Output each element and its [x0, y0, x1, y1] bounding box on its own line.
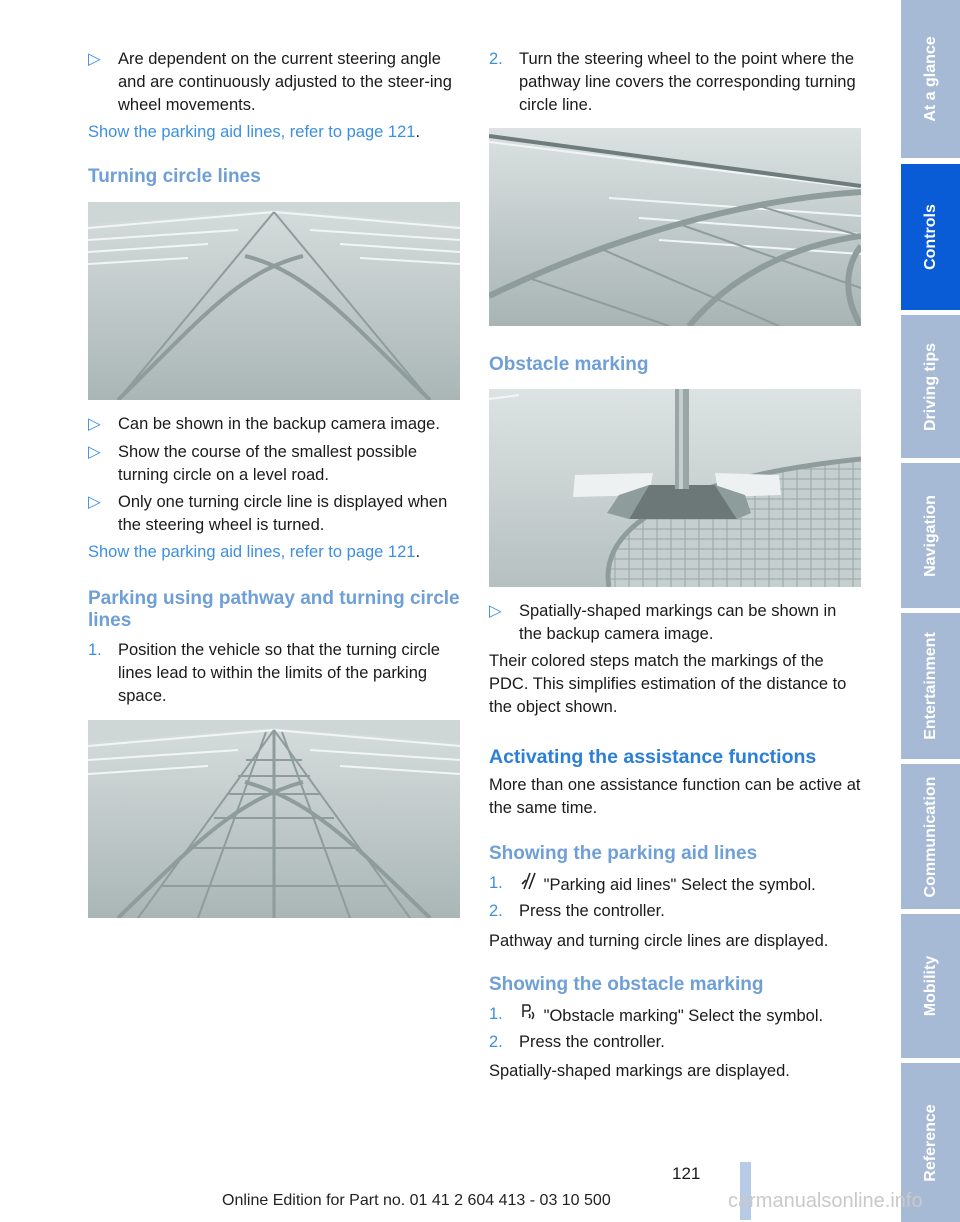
page-reference-link[interactable] [88, 121, 420, 144]
parking-lines-icon [519, 872, 539, 897]
bullet-marker: ▷ [88, 443, 101, 461]
step-text: Press the controller. [519, 1033, 665, 1051]
tab-label: At a glance [921, 36, 939, 122]
tab-communication[interactable] [901, 764, 960, 909]
tab-mobility[interactable] [901, 914, 960, 1058]
bullet-marker: ▷ [88, 493, 101, 511]
tab-entertainment[interactable] [901, 613, 960, 759]
tab-label: Driving tips [921, 342, 939, 431]
bullet-text: Only one turning circle line is displayed when the steering wheel is turned. [118, 493, 448, 534]
bullet-marker: ▷ [88, 50, 101, 68]
link-text[interactable]: Show the parking aid lines, refer to page 121 [88, 123, 416, 141]
step-text-wrap [519, 1003, 861, 1028]
tab-label: Entertainment [921, 632, 939, 740]
turning-circle-figure [88, 202, 460, 400]
step-text: Turn the steering wheel to the point where the pathway line covers the corresponding turning circle line. [519, 50, 856, 114]
bullet-marker: ▷ [88, 415, 101, 433]
link-period: . [415, 543, 421, 561]
step-number: 2. [489, 1033, 503, 1051]
obstacle-result: Spatially-shaped markings are displayed. [489, 1062, 790, 1080]
obstacle-marking-figure [489, 389, 861, 587]
heading-obstacle-marking: Obstacle marking [489, 354, 649, 375]
step-number: 1. [489, 874, 503, 892]
obstacle-paragraph: Their colored steps match the markings of the PDC. This simplifies estimation of the distance to the object shown. [489, 652, 847, 716]
tab-label: Controls [921, 204, 939, 270]
page-reference-link[interactable] [88, 541, 420, 564]
link-period: . [415, 123, 421, 141]
step-text: Position the vehicle so that the turning circle lines lead to within the limits of the parking space. [118, 641, 440, 705]
tab-driving-tips[interactable] [901, 315, 960, 458]
step-number: 1. [88, 641, 102, 659]
step-text: Press the controller. [519, 902, 665, 920]
step-number: 1. [489, 1005, 503, 1023]
lines-result: Pathway and turning circle lines are displayed. [489, 932, 829, 950]
heading-turning-circle: Turning circle lines [88, 166, 261, 187]
activating-paragraph: More than one assistance function can be active at the same time. [489, 776, 861, 817]
tab-at-a-glance[interactable] [901, 0, 960, 158]
heading-show-obstacle: Showing the obstacle marking [489, 974, 764, 995]
bullet-marker: ▷ [489, 602, 502, 620]
tab-label: Mobility [921, 955, 939, 1017]
footer-text: Online Edition for Part no. 01 41 2 604 413 - 03 10 500 [222, 1192, 611, 1209]
step-text: "Obstacle marking" Select the symbol. [543, 1007, 824, 1025]
step-number: 2. [489, 50, 503, 68]
bullet-text: Show the course of the smallest possible turning circle on a level road. [118, 443, 417, 484]
tab-label: Navigation [921, 494, 939, 577]
tab-controls[interactable] [901, 164, 960, 310]
bullet-text: Spatially-shaped markings can be shown in the backup camera image. [519, 602, 837, 643]
bullet-text: Can be shown in the backup camera image. [118, 415, 440, 433]
tab-label: Reference [921, 1103, 939, 1182]
link-text[interactable]: Show the parking aid lines, refer to page 121 [88, 543, 416, 561]
heading-activating: Activating the assistance functions [489, 746, 817, 768]
step-number: 2. [489, 902, 503, 920]
pathway-overlay-figure [489, 128, 861, 326]
parking-grid-figure [88, 720, 460, 918]
heading-show-lines: Showing the parking aid lines [489, 843, 758, 864]
page-number: 121 [672, 1164, 701, 1183]
heading-parking: Parking using pathway and turning circle lines [88, 588, 460, 631]
tab-label: Communication [921, 776, 939, 897]
tab-navigation[interactable] [901, 463, 960, 608]
watermark: carmanualsonline.info [728, 1190, 923, 1212]
step-text: "Parking aid lines" Select the symbol. [543, 876, 816, 894]
obstacle-marking-icon [519, 1003, 539, 1028]
step-text-wrap [519, 872, 861, 897]
bullet-text: Are dependent on the current steering angle and are continuously adjusted to the steer-ing wheel movements. [118, 50, 452, 114]
